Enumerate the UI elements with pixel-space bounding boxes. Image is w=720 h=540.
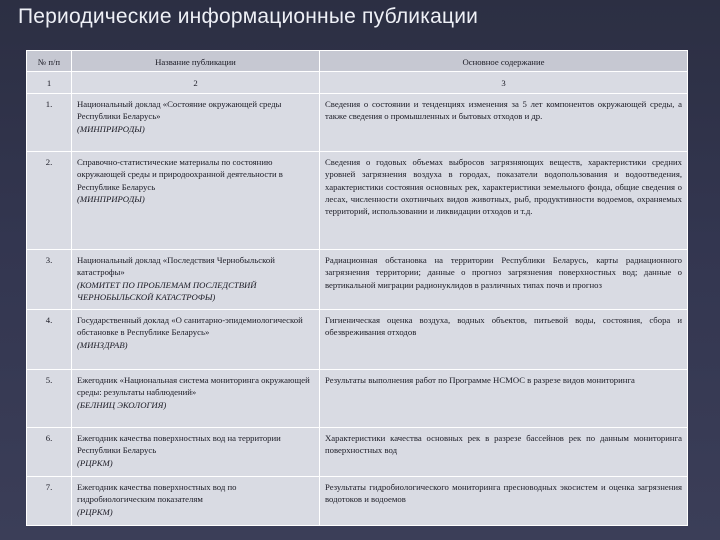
column-number: 3 (320, 72, 688, 93)
table-row (27, 151, 688, 249)
publication-name: Государственный доклад «О санитарно-эпидемиологической обстановке в Республике Беларусь» (77, 314, 303, 338)
publisher: (МИНПРИРОДЫ) (77, 194, 145, 205)
table-row (27, 93, 688, 151)
publication-name: Справочно-статистические материалы по состоянию окружающей среды и природоохранной деятельности в Республике Беларусь (77, 156, 283, 192)
table-row (27, 427, 688, 476)
publisher: (БЕЛНИЦ ЭКОЛОГИЯ) (77, 399, 167, 410)
content-cell: Сведения о состоянии и тенденциях изменения за 5 лет компонентов окружающей среды, а также сведения о промышленных и бытовых отходов и др. (320, 93, 688, 151)
publication-name: Национальный доклад «Последствия Чернобыльской катастрофы» (77, 254, 275, 278)
publication-name-cell (72, 476, 320, 525)
publication-name-cell (72, 151, 320, 249)
publisher: (КОМИТЕТ ПО ПРОБЛЕМАМ ПОСЛЕДСТВИЙ ЧЕРНОБЫЛЬСКОЙ КАТАСТРОФЫ) (77, 279, 257, 303)
publisher: (МИНПРИРОДЫ) (77, 123, 145, 134)
row-number: 3. (27, 249, 72, 309)
page-title: Периодические информационные публикации (18, 5, 479, 28)
row-number: 2. (27, 151, 72, 249)
column-number-row (27, 72, 688, 93)
publication-name-cell (72, 249, 320, 309)
content-cell: Результаты выполнения работ по Программе НСМОС в разрезе видов мониторинга (320, 369, 688, 427)
table-row (27, 476, 688, 525)
publication-name-cell (72, 427, 320, 476)
publication-name-cell (72, 93, 320, 151)
content-cell: Сведения о годовых объемах выбросов загрязняющих веществ, характеристики средних уровней загрязнения воздуха в городах, показатели водопользования и водоотведения, характеристики состояния основных рек, характеристики земельного фонда, общие сведения о лесах, численности охотничьих видов животных, рыб, продуктивности водоемов, охраняемых территорий, использовании и ликвидации отходов и т.д. (320, 151, 688, 249)
header-number: № п/п (27, 51, 72, 72)
publications-table (26, 50, 688, 526)
content-cell: Радиационная обстановка на территории Республики Беларусь, карты радиационного загрязнения территории; данные о прогноз загрязнения поверхностных вод; данные о вертикальной миграции радионуклидов в различных типах почв и прогноз (320, 249, 688, 309)
publisher: (РЦРКМ) (77, 506, 113, 517)
column-number: 2 (72, 72, 320, 93)
row-number: 5. (27, 369, 72, 427)
content-cell: Результаты гидробиологического мониторинга пресноводных экосистем и оценка загрязнения водотоков и водоемов (320, 476, 688, 525)
publication-name: Ежегодник «Национальная система мониторинга окружающей среды: результаты наблюдений» (77, 374, 310, 398)
row-number: 4. (27, 309, 72, 369)
header-content: Основное содержание (320, 51, 688, 72)
content-cell: Характеристики качества основных рек в разрезе бассейнов рек по данным мониторинга поверхностных вод (320, 427, 688, 476)
row-number: 1. (27, 93, 72, 151)
publication-name-cell (72, 309, 320, 369)
publication-name: Национальный доклад «Состояние окружающей среды Республики Беларусь» (77, 98, 282, 122)
header-name: Название публикации (72, 51, 320, 72)
publisher: (РЦРКМ) (77, 457, 113, 468)
publication-name-cell (72, 369, 320, 427)
publication-name: Ежегодник качества поверхностных вод на территории Республики Беларусь (77, 432, 281, 456)
content-cell: Гигиеническая оценка воздуха, водных объектов, питьевой воды, состояния, сбора и обезвреживания отходов (320, 309, 688, 369)
table-row (27, 309, 688, 369)
table-header-row (27, 51, 688, 72)
publication-name: Ежегодник качества поверхностных вод по гидробиологическим показателям (77, 481, 237, 505)
row-number: 7. (27, 476, 72, 525)
publisher: (МИНЗДРАВ) (77, 339, 128, 350)
row-number: 6. (27, 427, 72, 476)
column-number: 1 (27, 72, 72, 93)
table-row (27, 369, 688, 427)
table-row (27, 249, 688, 309)
